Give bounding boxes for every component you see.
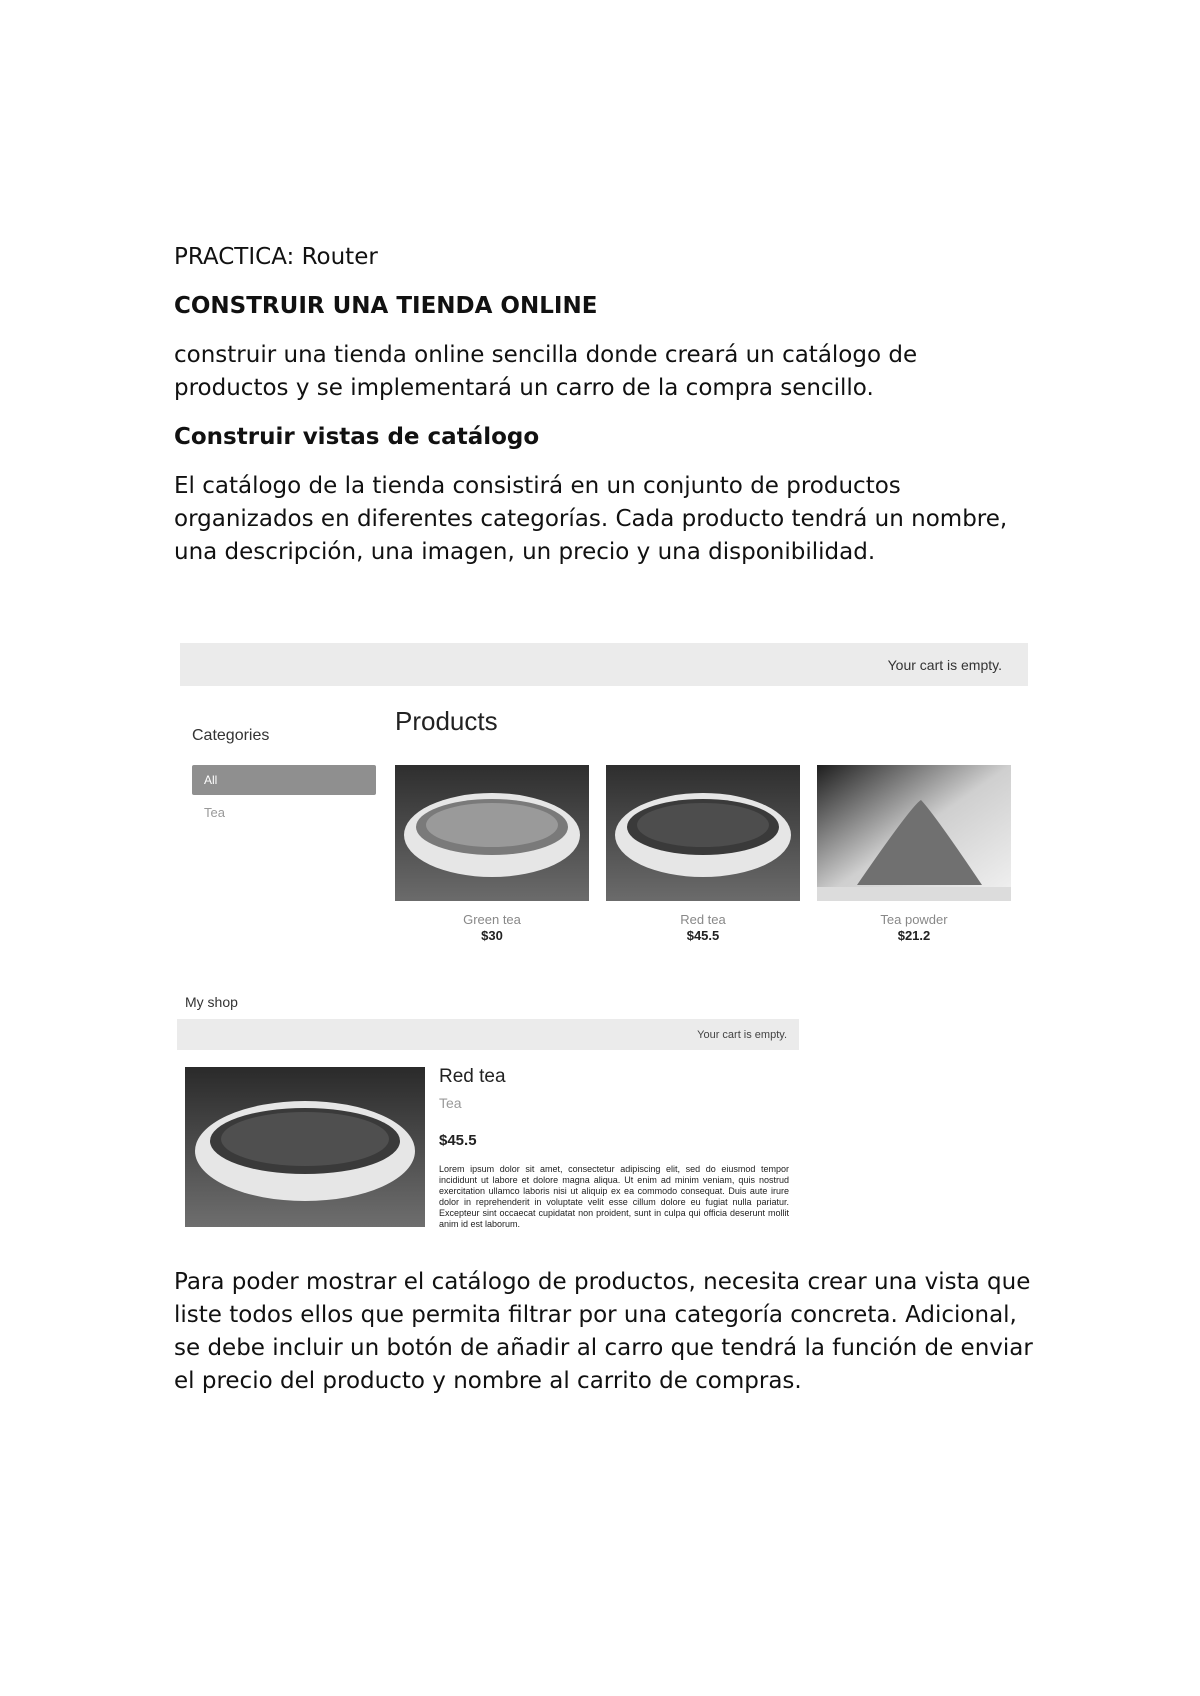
product-card[interactable] <box>395 765 589 945</box>
doc-heading: PRACTICA: Router <box>174 244 378 270</box>
product-card[interactable] <box>817 765 1011 945</box>
product-price: $45.5 <box>686 928 720 943</box>
product-name: Green tea <box>463 912 521 927</box>
cart-bar <box>180 643 1028 686</box>
product-description: Lorem ipsum dolor sit amet, consectetur adipiscing elit, sed do eiusmod tempor incididunt ut labore et dolore magna aliqua. Ut enim ad minim veniam, quis nostrud exercitation ullamco laboris nisi ut aliquip ex ea commodo consequat. Duis aute irure dolor in reprehenderit in voluptate velit esse cillum dolore eu fugiat nulla pariatur. Excepteur sint occaecat cupidatat non proident, sunt in culpa qui officia deserunt mollit anim id est laborum. <box>439 1164 789 1229</box>
doc-title: CONSTRUIR UNA TIENDA ONLINE <box>174 293 598 319</box>
product-card[interactable] <box>606 765 800 945</box>
product-name: Red tea <box>680 912 726 927</box>
shop-title[interactable]: My shop <box>185 994 238 1010</box>
catalog-screenshot <box>180 630 1028 950</box>
tea-bowl-image <box>185 1067 425 1227</box>
category-all[interactable] <box>192 765 376 795</box>
categories-title: Categories <box>192 727 270 744</box>
doc-paragraph: El catálogo de la tienda consistirá en un conjunto de productos organizados en diferentes categorías. Cada producto tendrá un nombre, una descripción, una imagen, un precio y una disponibilidad. <box>174 473 1008 565</box>
cart-status: Your cart is empty. <box>887 657 1002 673</box>
cart-status: Your cart is empty. <box>697 1029 787 1041</box>
category-label: All <box>204 773 218 787</box>
product-category[interactable]: Tea <box>439 1095 462 1111</box>
products-title: Products <box>395 706 498 736</box>
product-name: Tea powder <box>880 912 948 927</box>
category-tea[interactable]: Tea <box>204 805 225 820</box>
product-name: Red tea <box>439 1066 506 1087</box>
product-detail-screenshot <box>177 992 801 1242</box>
product-price: $45.5 <box>439 1132 477 1149</box>
product-price: $30 <box>481 928 503 943</box>
doc-paragraph: Para poder mostrar el catálogo de productos, necesita crear una vista que liste todos ellos que permita filtrar por una categoría concreta. Adicional, se debe incluir un botón de añadir al carro que tendrá la función de enviar el precio del producto y nombre al carrito de compras. <box>174 1269 1033 1394</box>
doc-intro: construir una tienda online sencilla donde creará un catálogo de productos y se implementará un carro de la compra sencillo. <box>174 342 918 401</box>
doc-subtitle: Construir vistas de catálogo <box>174 424 540 450</box>
tea-bowl-image[interactable] <box>395 765 589 901</box>
tea-bowl-image[interactable] <box>606 765 800 901</box>
product-price: $21.2 <box>897 928 931 943</box>
tea-powder-image[interactable] <box>817 765 1011 901</box>
cart-bar <box>177 1019 799 1050</box>
